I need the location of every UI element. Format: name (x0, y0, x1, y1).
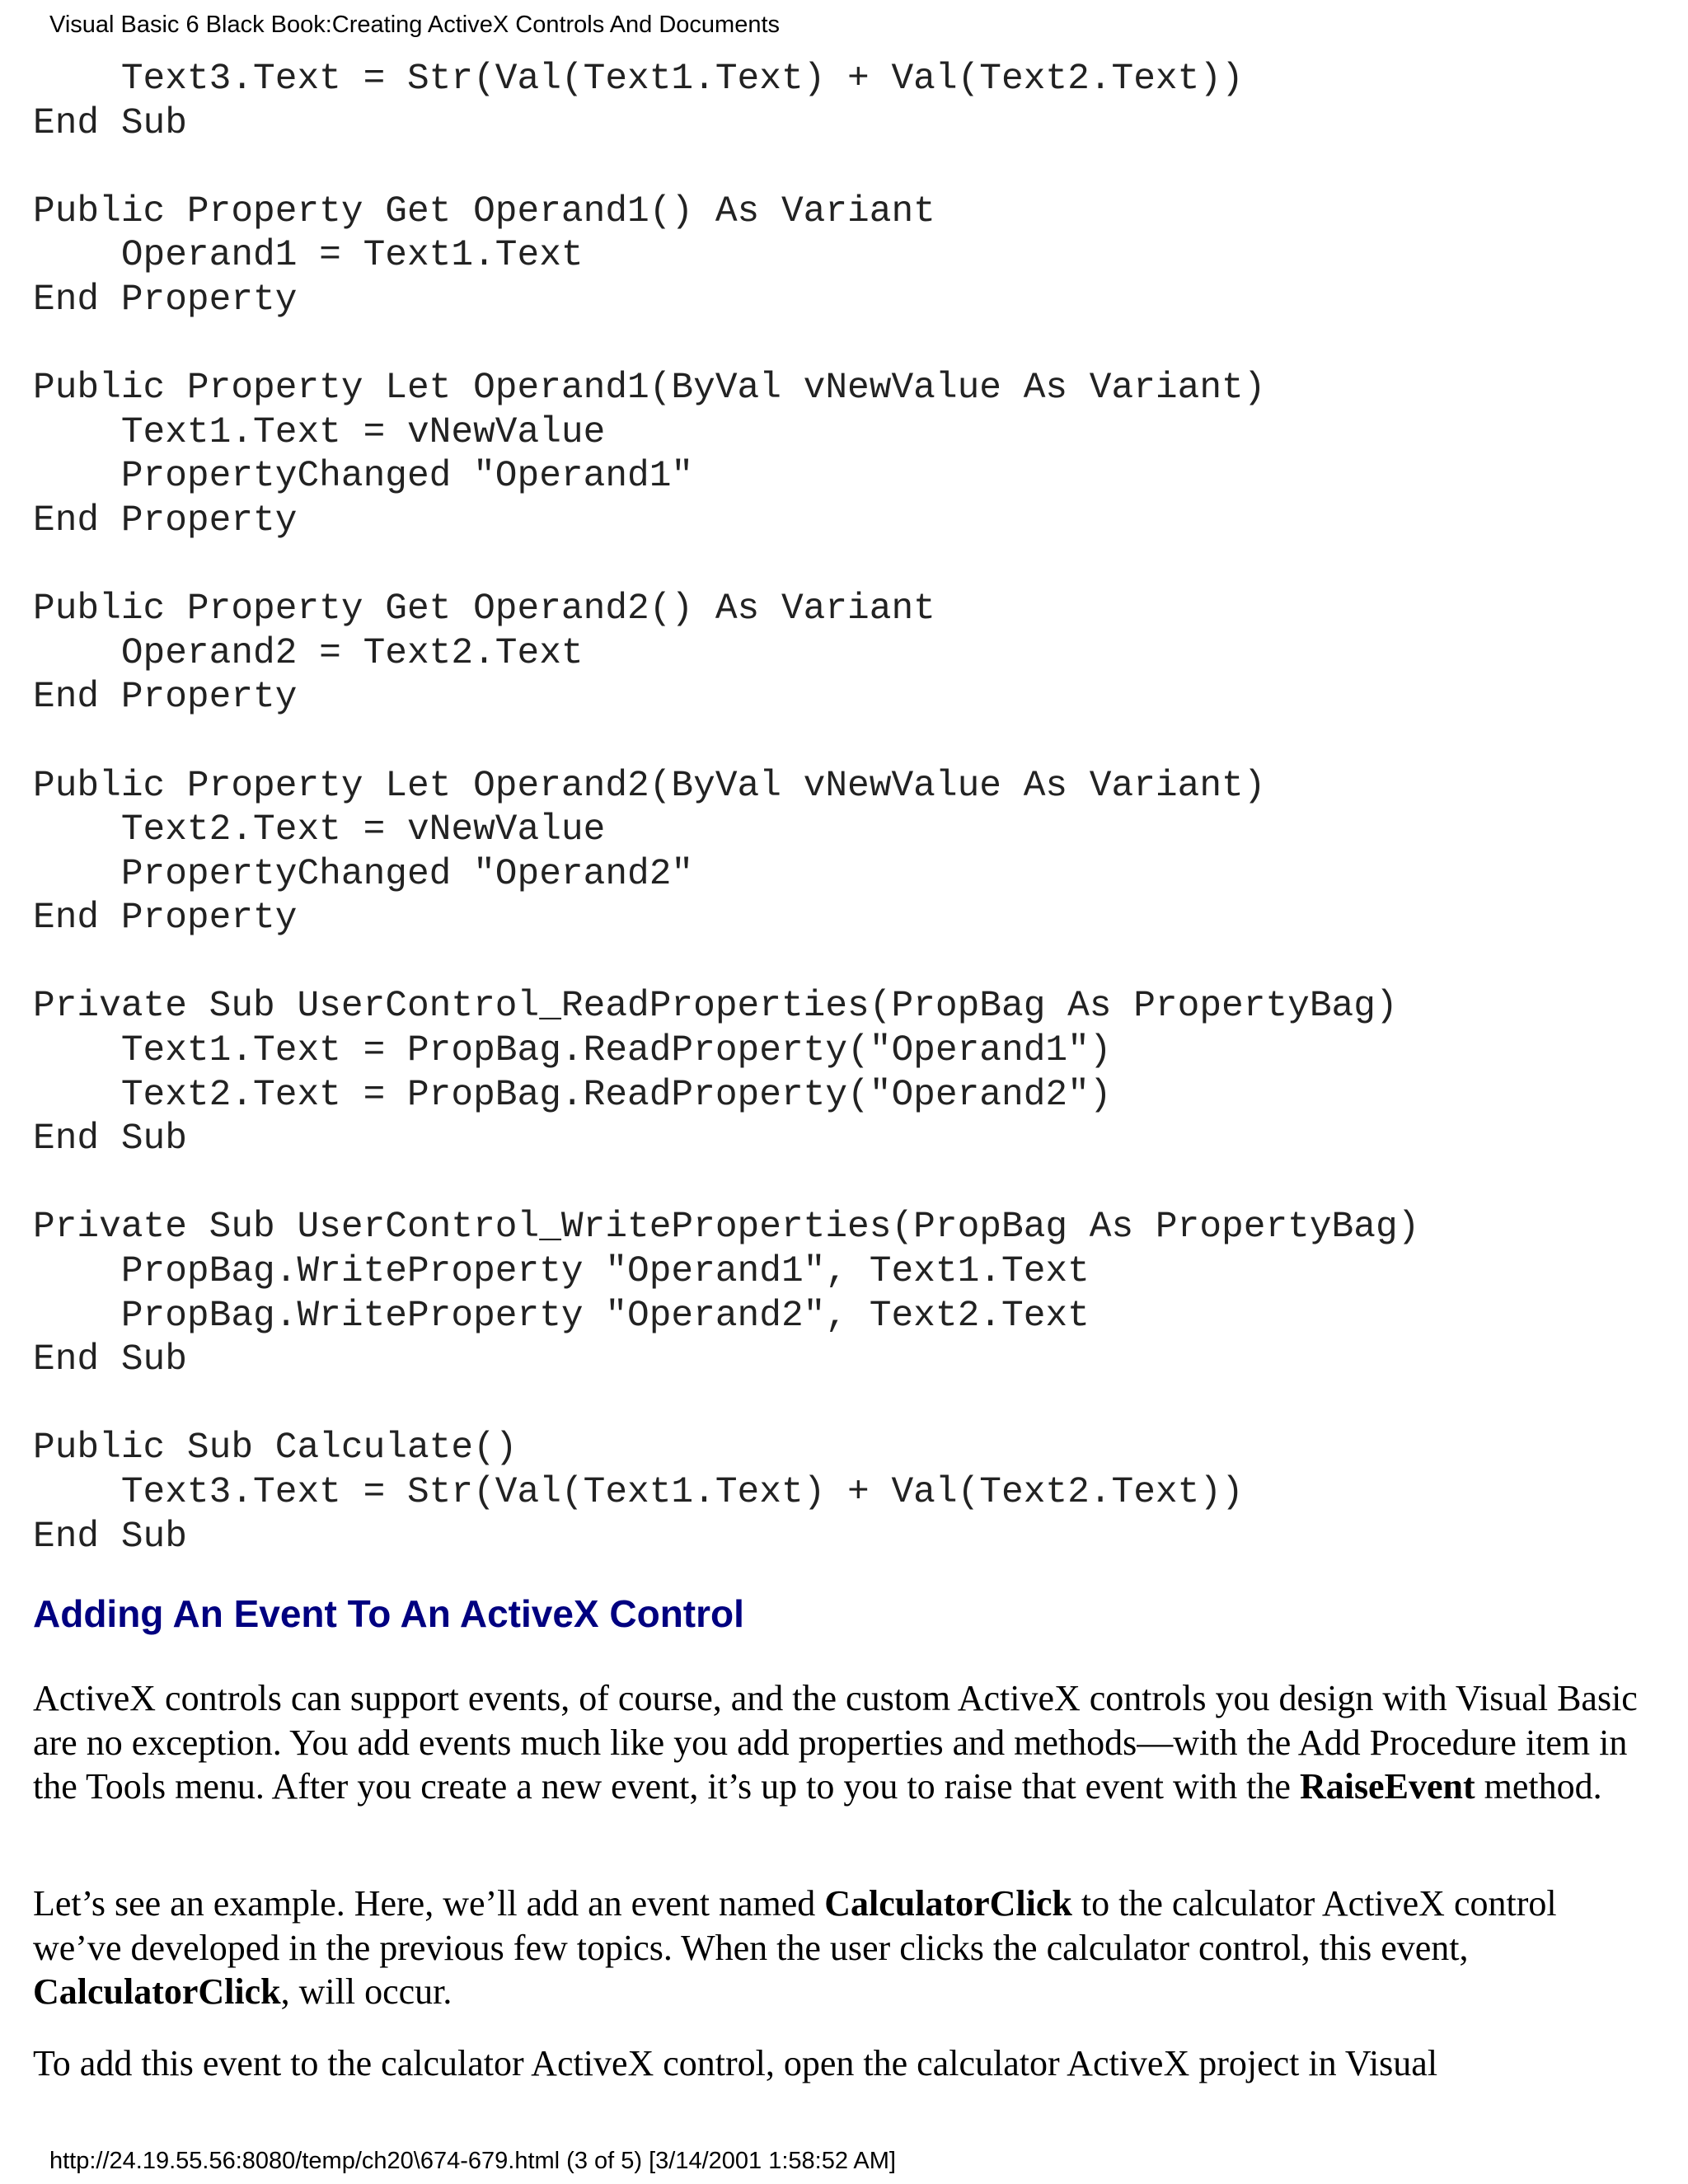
code-line: Text2.Text = PropBag.ReadProperty("Operand2") (33, 1074, 1112, 1116)
code-line: Public Property Get Operand2() As Variant (33, 588, 935, 630)
code-line (33, 146, 1419, 190)
paragraph-text: Let’s see an example. Here, we’ll add an event named (33, 1883, 825, 1924)
code-line: PropertyChanged "Operand2" (33, 853, 694, 895)
code-line: Operand1 = Text1.Text (33, 235, 584, 277)
code-line: Text1.Text = vNewValue (33, 411, 606, 453)
code-line: Text1.Text = PropBag.ReadProperty("Operand1") (33, 1030, 1112, 1072)
bold-term: RaiseEvent (1299, 1766, 1475, 1807)
code-line: PropertyChanged "Operand1" (33, 456, 694, 498)
paragraph-instructions: To add this event to the calculator ActiveX control, open the calculator ActiveX project in Visual (33, 2043, 1438, 2083)
code-line: Private Sub UserControl_ReadProperties(PropBag As PropertyBag) (33, 986, 1398, 1028)
code-line: End Property (33, 279, 298, 321)
code-line: Private Sub UserControl_WriteProperties(PropBag As PropertyBag) (33, 1207, 1420, 1249)
section-heading: Adding An Event To An ActiveX Control (33, 1592, 744, 1635)
paragraph-text: , will occur. (280, 1971, 452, 2012)
paragraph-text: ActiveX controls can support events, of course, and the custom ActiveX controls you design with Visual Basic are no exception. You add events much like you add properties and methods—with the Add Procedure item in the Tools menu. After you create a new event, it’s up to you to raise that event with the (33, 1678, 1638, 1807)
code-listing (33, 58, 1419, 1559)
code-line: End Property (33, 898, 298, 940)
code-line: Operand2 = Text2.Text (33, 632, 584, 674)
code-line: Public Property Let Operand2(ByVal vNewValue As Variant) (33, 765, 1266, 807)
bold-term: CalculatorClick (824, 1883, 1072, 1924)
paragraph-intro (33, 1676, 1648, 1809)
code-line: Public Property Let Operand1(ByVal vNewValue As Variant) (33, 368, 1266, 410)
code-line: Public Property Get Operand1() As Variant (33, 190, 935, 232)
code-line: Text3.Text = Str(Val(Text1.Text) + Val(Text2.Text)) (33, 59, 1244, 100)
code-line (33, 1383, 1419, 1427)
paragraph-text: to the calculator ActiveX control we’ve developed in the previous few topics. When the user clicks the calculator control, this event, (33, 1883, 1557, 1968)
bold-term: CalculatorClick (33, 1971, 281, 2012)
code-line: End Property (33, 499, 298, 541)
code-line: Text2.Text = vNewValue (33, 809, 606, 851)
code-line: PropBag.WriteProperty "Operand2", Text2.Text (33, 1295, 1090, 1337)
code-line (33, 323, 1419, 368)
page-header-title: Visual Basic 6 Black Book:Creating ActiveX Controls And Documents (49, 12, 781, 38)
code-line: Text3.Text = Str(Val(Text1.Text) + Val(Text2.Text)) (33, 1472, 1244, 1513)
code-line: End Sub (33, 1339, 187, 1381)
page-footer-url: http://24.19.55.56:8080/temp/ch20\674-679.html (3 of 5) [3/14/2001 1:58:52 AM] (49, 2148, 896, 2174)
code-line: PropBag.WriteProperty "Operand1", Text1.Text (33, 1251, 1090, 1293)
code-line (33, 720, 1419, 765)
code-line: End Sub (33, 1516, 187, 1558)
code-line (33, 544, 1419, 588)
code-line: End Sub (33, 1118, 187, 1160)
paragraph-example (33, 1882, 1648, 2014)
code-line (33, 1162, 1419, 1207)
code-line: End Sub (33, 102, 187, 144)
paragraph-text: method. (1475, 1766, 1602, 1807)
code-line (33, 941, 1419, 986)
code-line: End Property (33, 677, 298, 719)
code-line: Public Sub Calculate() (33, 1427, 518, 1469)
